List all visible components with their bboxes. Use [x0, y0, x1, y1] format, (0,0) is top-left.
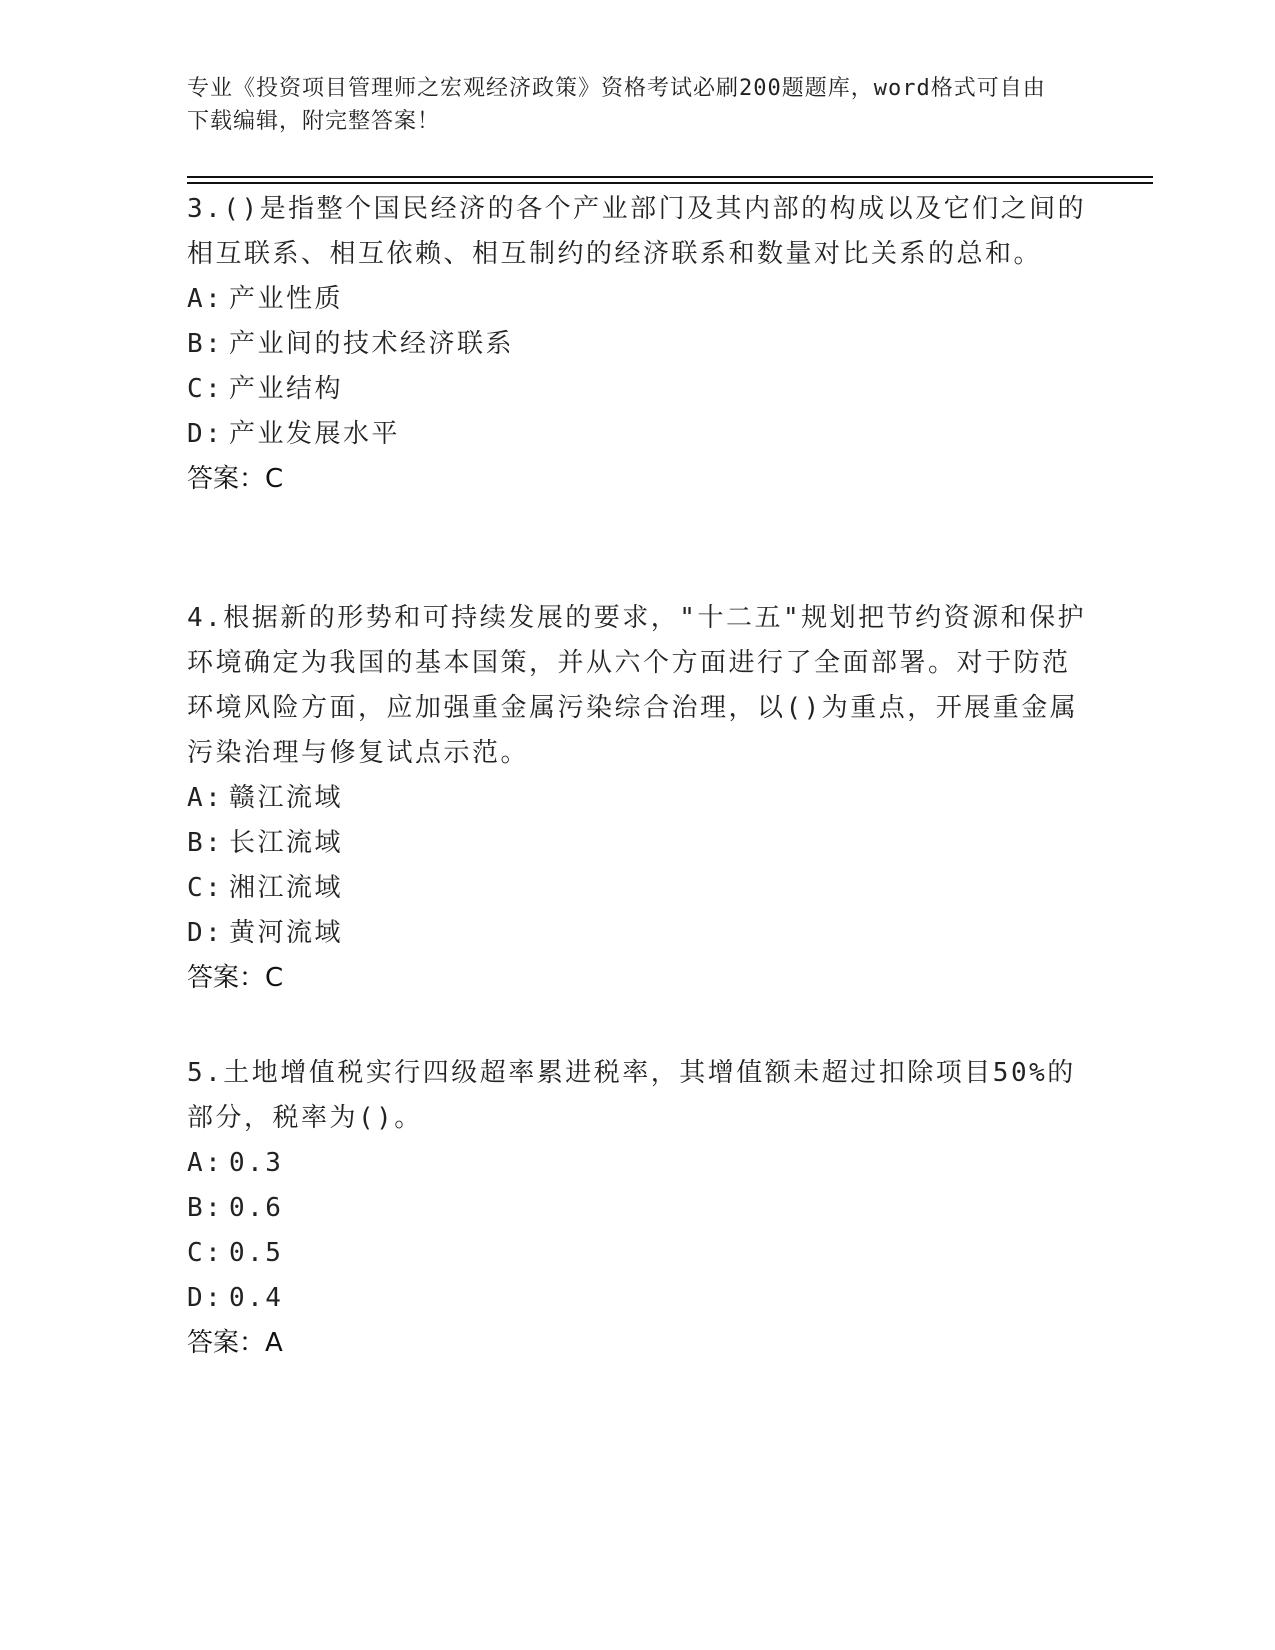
option-text: 0.4 — [229, 1283, 284, 1313]
option-text: 0.3 — [229, 1148, 284, 1178]
option-text: 黄河流域 — [229, 918, 344, 948]
option-d — [187, 911, 1087, 956]
option-letter: C: — [187, 873, 224, 903]
option-text: 0.6 — [229, 1193, 284, 1223]
option-letter: C: — [187, 374, 224, 404]
question-5 — [187, 1051, 1087, 1366]
question-stem: 5.土地增值税实行四级超率累进税率，其增值额未超过扣除项目50%的部分，税率为()。 — [187, 1058, 1076, 1133]
answer-line: 答案：C — [187, 963, 284, 993]
option-text: 长江流域 — [229, 828, 344, 858]
option-b — [187, 322, 1087, 367]
question-4 — [187, 596, 1087, 1001]
option-letter: B: — [187, 329, 224, 359]
option-letter: A: — [187, 783, 224, 813]
question-3 — [187, 187, 1087, 502]
option-letter: C: — [187, 1238, 224, 1268]
option-a — [187, 1141, 1087, 1186]
question-stem: 3.()是指整个国民经济的各个产业部门及其内部的构成以及它们之间的相互联系、相互依赖、相互制约的经济联系和数量对比关系的总和。 — [187, 194, 1087, 269]
option-text: 产业结构 — [229, 374, 344, 404]
option-d — [187, 1276, 1087, 1321]
option-c — [187, 866, 1087, 911]
option-text: 产业性质 — [229, 284, 344, 314]
option-c — [187, 367, 1087, 412]
document-header — [187, 72, 1067, 138]
option-letter: D: — [187, 419, 224, 449]
header-divider-top — [187, 176, 1153, 178]
answer-line: 答案：A — [187, 1328, 283, 1358]
option-text: 产业间的技术经济联系 — [229, 329, 515, 359]
option-b — [187, 821, 1087, 866]
option-letter: D: — [187, 1283, 224, 1313]
option-text: 0.5 — [229, 1238, 284, 1268]
header-divider-bottom — [187, 182, 1153, 184]
option-letter: A: — [187, 1148, 224, 1178]
option-text: 产业发展水平 — [229, 419, 401, 449]
option-b — [187, 1186, 1087, 1231]
header-title: 专业《投资项目管理师之宏观经济政策》资格考试必刷200题题库，word格式可自由下载编辑，附完整答案！ — [187, 76, 1046, 134]
option-a — [187, 277, 1087, 322]
option-text: 赣江流域 — [229, 783, 344, 813]
option-letter: B: — [187, 828, 224, 858]
option-c — [187, 1231, 1087, 1276]
option-letter: A: — [187, 284, 224, 314]
option-letter: B: — [187, 1193, 224, 1223]
option-d — [187, 412, 1087, 457]
option-text: 湘江流域 — [229, 873, 344, 903]
option-a — [187, 776, 1087, 821]
answer-line: 答案：C — [187, 464, 284, 494]
question-stem: 4.根据新的形势和可持续发展的要求，"十二五"规划把节约资源和保护环境确定为我国的基本国策，并从六个方面进行了全面部署。对于防范环境风险方面，应加强重金属污染综合治理，以()为重点，开展重金属污染治理与修复试点示范。 — [187, 603, 1087, 768]
option-letter: D: — [187, 918, 224, 948]
